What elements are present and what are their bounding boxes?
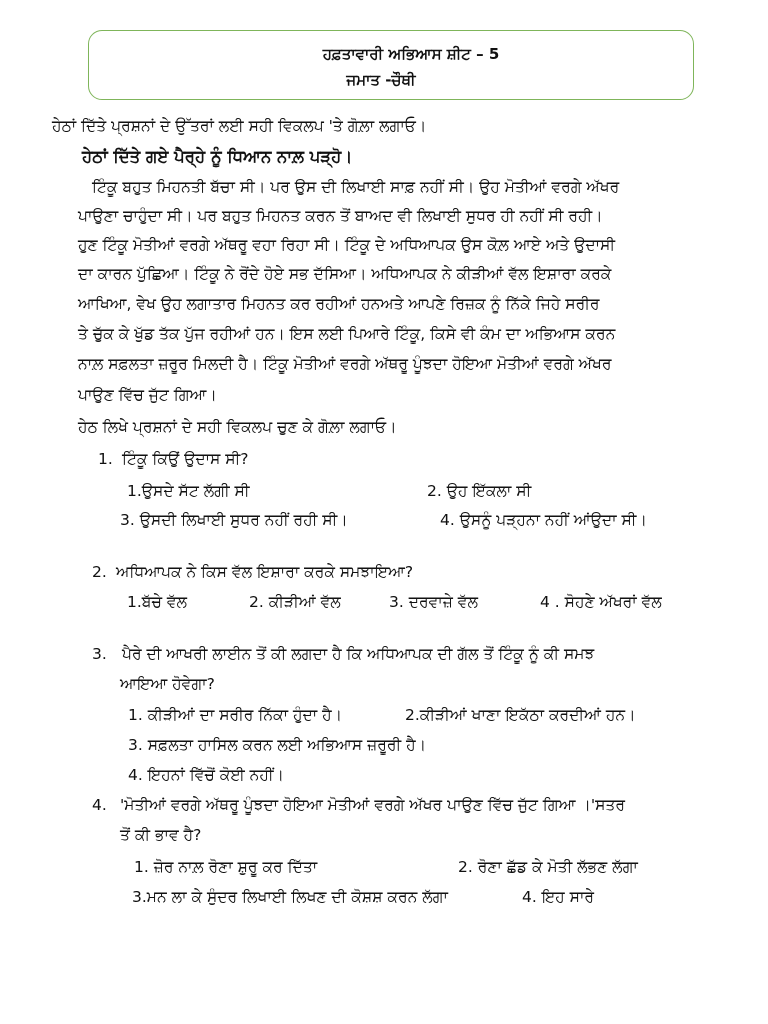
question-text-continued: ਆਇਆ ਹੋਵੇਗਾ? [120, 675, 215, 693]
option-1[interactable]: 1.ਬੱਚੇ ਵੱਲ [127, 593, 188, 611]
option-3[interactable]: 3. ਸਫ਼ਲਤਾ ਹਾਸਿਲ ਕਰਨ ਲਈ ਅਭਿਆਸ ਜ਼ਰੂਰੀ ਹੈ। [128, 736, 427, 754]
option-2[interactable]: 2. ਕੀੜੀਆਂ ਵੱਲ [249, 593, 341, 611]
option-4[interactable]: 4. ਇਹ ਸਾਰੇ [522, 888, 594, 906]
option-4[interactable]: 4. ਉਸਨੂੰ ਪੜ੍ਹਨਾ ਨਹੀਂ ਆਂਉਦਾ ਸੀ। [440, 511, 647, 529]
passage-line: ਹੁਣ ਟਿੰਕੂ ਮੋਤੀਆਂ ਵਰਗੇ ਅੱਥਰੂ ਵਹਾ ਰਿਹਾ ਸੀ। ਟਿੰਕੂ ਦੇ ਅਧਿਆਪਕ ਉਸ ਕੋਲ਼ ਆਏ ਅਤੇ ਉਦਾਸੀ [78, 236, 616, 254]
question-number: 2. [92, 563, 107, 581]
questions-instruction: ਹੇਠ ਲਿਖੇ ਪ੍ਰਸ਼ਨਾਂ ਦੇ ਸਹੀ ਵਿਕਲਪ ਚੁਣ ਕੇ ਗੋਲ਼ਾ ਲਗਾਓ। [78, 418, 397, 436]
option-2[interactable]: 2.ਕੀੜੀਆਂ ਖਾਣਾ ਇਕੱਠਾ ਕਰਦੀਆਂ ਹਨ। [405, 706, 636, 724]
passage-line: ਪਾਉਣਾ ਚਾਹੁੰਦਾ ਸੀ। ਪਰ ਬਹੁਤ ਮਿਹਨਤ ਕਰਨ ਤੋਂ ਬਾਅਦ ਵੀ ਲਿਖਾਈ ਸੁਧਰ ਹੀ ਨਹੀਂ ਸੀ ਰਹੀ। [78, 207, 603, 225]
worksheet-header-box [88, 30, 694, 100]
class-label: ਜਮਾਤ -ਚੌਥੀ [346, 71, 416, 89]
worksheet-title: ਹਫ਼ਤਾਵਾਰੀ ਅਭਿਆਸ ਸ਼ੀਟ – 5 [322, 45, 500, 63]
option-2[interactable]: 2. ਉਹ ਇੱਕਲਾ ਸੀ [427, 482, 532, 500]
passage-heading: ਹੇਠਾਂ ਦਿੱਤੇ ਗਏ ਪੈਰ੍ਹੇ ਨੂੰ ਧਿਆਨ ਨਾਲ਼ ਪੜ੍ਹੋ। [82, 147, 353, 166]
passage-line: ਦਾ ਕਾਰਨ ਪੁੱਛਿਆ। ਟਿੰਕੂ ਨੇ ਰੋਂਦੇ ਹੋਏ ਸਭ ਦੱਸਿਆ। ਅਧਿਆਪਕ ਨੇ ਕੀੜੀਆਂ ਵੱਲ ਇਸ਼ਾਰਾ ਕਰਕੇ [78, 265, 612, 283]
question-text-continued: ਤੋਂ ਕੀ ਭਾਵ ਹੈ? [120, 826, 202, 844]
option-4[interactable]: 4. ਇਹਨਾਂ ਵਿੱਚੋਂ ਕੋਈ ਨਹੀਂ। [128, 766, 284, 784]
option-1[interactable]: 1. ਜ਼ੋਰ ਨਾਲ਼ ਰੋਣਾ ਸ਼ੁਰੂ ਕਰ ਦਿੱਤਾ [134, 858, 318, 876]
option-3[interactable]: 3.ਮਨ ਲਾ ਕੇ ਸੁੰਦਰ ਲਿਖਾਈ ਲਿਖਣ ਦੀ ਕੋਸ਼ਸ਼ ਕਰਨ ਲੱਗਾ [132, 888, 448, 906]
question-text: ਅਧਿਆਪਕ ਨੇ ਕਿਸ ਵੱਲ ਇਸ਼ਾਰਾ ਕਰਕੇ ਸਮਝਾਇਆ? [116, 563, 414, 581]
passage-line: ਪਾਉਣ ਵਿੱਚ ਜੁੱਟ ਗਿਆ। [78, 386, 217, 404]
option-1[interactable]: 1.ਉਸਦੇ ਸੱਟ ਲੱਗੀ ਸੀ [127, 482, 250, 500]
option-3[interactable]: 3. ਉਸਦੀ ਲਿਖਾਈ ਸੁਧਰ ਨਹੀਂ ਰਹੀ ਸੀ। [120, 511, 348, 529]
main-instruction: ਹੇਠਾਂ ਦਿੱਤੇ ਪ੍ਰਸ਼ਨਾਂ ਦੇ ਉੱਤਰਾਂ ਲਈ ਸਹੀ ਵਿਕਲਪ 'ਤੇ ਗੋਲ਼ਾ ਲਗਾਓ। [52, 117, 427, 135]
question-text: ਟਿੰਕੂ ਕਿਉਂ ਉਦਾਸ ਸੀ? [122, 450, 249, 468]
question-text: ਪੈਰੇ ਦੀ ਆਖਰੀ ਲਾਈਨ ਤੋਂ ਕੀ ਲਗਦਾ ਹੈ ਕਿ ਅਧਿਆਪਕ ਦੀ ਗੱਲ ਤੋਂ ਟਿੰਕੂ ਨੂੰ ਕੀ ਸਮਝ [122, 645, 595, 663]
question-number: 4. [92, 796, 107, 814]
passage-line: ਨਾਲ਼ ਸਫ਼ਲਤਾ ਜ਼ਰੂਰ ਮਿਲਦੀ ਹੈ। ਟਿੰਕੂ ਮੋਤੀਆਂ ਵਰਗੇ ਅੱਥਰੂ ਪੂੰਝਦਾ ਹੋਇਆ ਮੋਤੀਆਂ ਵਰਗੇ ਅੱਖਰ [78, 355, 612, 373]
passage-line: ਆਖਿਆ, ਵੇਖ ਉਹ ਲਗਾਤਾਰ ਮਿਹਨਤ ਕਰ ਰਹੀਆਂ ਹਨਅਤੇ ਆਪਣੇ ਰਿਜ਼ਕ ਨੂੰ ਨਿੱਕੇ ਜਿਹੇ ਸਰੀਰ [78, 295, 600, 313]
question-number: 3. [92, 645, 107, 663]
option-1[interactable]: 1. ਕੀੜੀਆਂ ਦਾ ਸਰੀਰ ਨਿੱਕਾ ਹੁੰਦਾ ਹੈ। [128, 706, 343, 724]
option-3[interactable]: 3. ਦਰਵਾਜ਼ੇ ਵੱਲ [389, 593, 478, 611]
option-2[interactable]: 2. ਰੋਣਾ ਛੱਡ ਕੇ ਮੋਤੀ ਲੱਭਣ ਲੱਗਾ [458, 858, 638, 876]
question-text: 'ਮੋਤੀਆਂ ਵਰਗੇ ਅੱਥਰੂ ਪੂੰਝਦਾ ਹੋਇਆ ਮੋਤੀਆਂ ਵਰਗੇ ਅੱਖਰ ਪਾਉਣ ਵਿੱਚ ਜੁੱਟ ਗਿਆ ।'ਸਤਰ [120, 796, 625, 814]
passage-line: ਤੇ ਚੁੱਕ ਕੇ ਖੁੱਡ ਤੱਕ ਪੁੱਜ ਰਹੀਆਂ ਹਨ। ਇਸ ਲਈ ਪਿਆਰੇ ਟਿੰਕੂ, ਕਿਸੇ ਵੀ ਕੰਮ ਦਾ ਅਭਿਆਸ ਕਰਨ [78, 325, 616, 343]
passage-line: ਟਿੰਕੂ ਬਹੁਤ ਮਿਹਨਤੀ ਬੱਚਾ ਸੀ। ਪਰ ਉਸ ਦੀ ਲਿਖਾਈ ਸਾਫ਼ ਨਹੀਂ ਸੀ। ਉਹ ਮੋਤੀਆਂ ਵਰਗੇ ਅੱਖਰ [92, 178, 620, 196]
option-4[interactable]: 4 . ਸੋਹਣੇ ਅੱਖਰਾਂ ਵੱਲ [540, 593, 662, 611]
question-number: 1. [98, 450, 113, 468]
